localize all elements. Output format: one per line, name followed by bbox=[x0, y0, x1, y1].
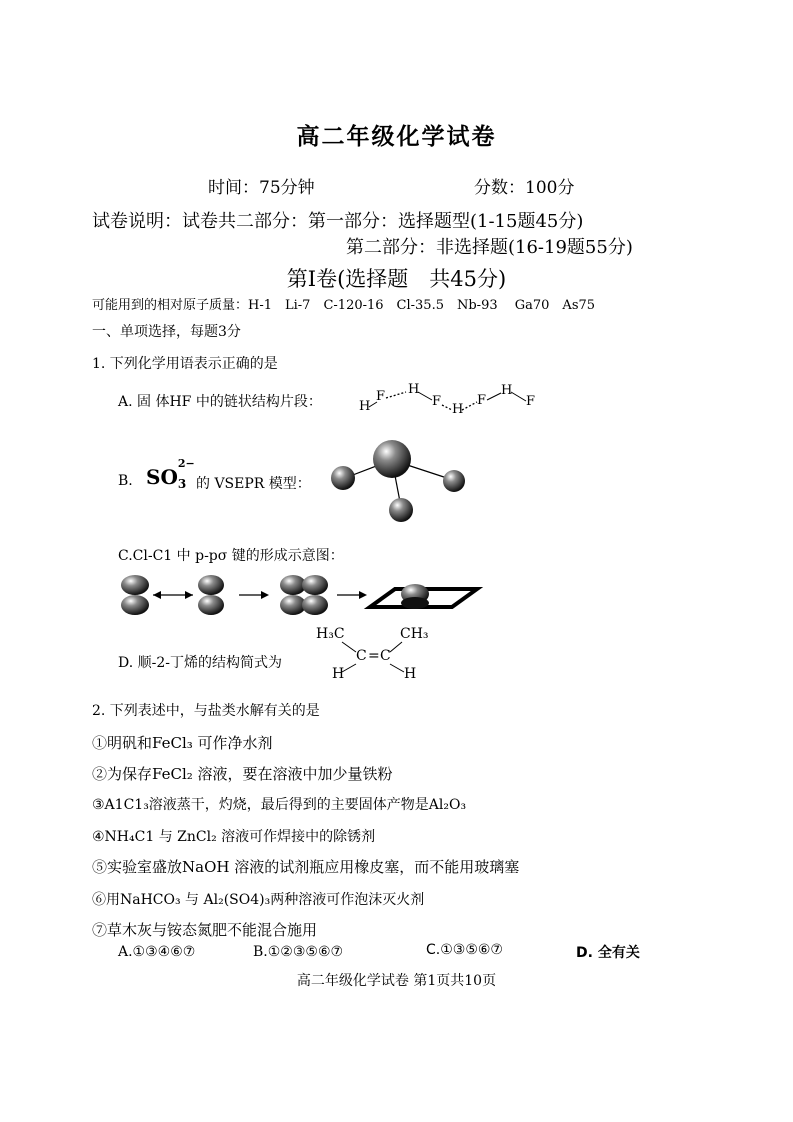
hf-atom: H bbox=[359, 399, 371, 414]
exam-description-line2: 第二部分：非选择题(16-19题55分) bbox=[346, 237, 633, 258]
oxygen-atom bbox=[331, 466, 355, 490]
hf-atom: F bbox=[526, 394, 536, 409]
q2-statement: ①明矾和FeCl₃ 可作净水剂 bbox=[92, 734, 273, 752]
p-orbital-lobe bbox=[198, 595, 224, 615]
hf-chain-structure bbox=[356, 380, 546, 420]
question-1-stem: 1. 下列化学用语表示正确的是 bbox=[92, 356, 278, 372]
hf-atom: F bbox=[477, 393, 487, 408]
sulfur-atom bbox=[373, 440, 411, 478]
hf-bonds bbox=[356, 380, 546, 420]
hf-atom: F bbox=[432, 394, 442, 409]
q2-statement: ③A1C1₃溶液蒸干，灼烧，最后得到的主要固体产物是Al₂O₃ bbox=[92, 797, 467, 813]
q1-option-c-text: C.Cl-C1 中 p-pσ 键的形成示意图： bbox=[118, 548, 344, 564]
part-heading: 一、单项选择，每题3分 bbox=[92, 324, 241, 340]
page-footer: 高二年级化学试卷 第1页共10页 bbox=[296, 973, 497, 989]
q2-statement: ⑥用NaHCO₃ 与 Al₂(SO4)₃两种溶液可作泡沫灭火剂 bbox=[92, 892, 425, 908]
hf-atom: H bbox=[452, 402, 464, 417]
ch3-right: CH₃ bbox=[400, 626, 429, 642]
so3-superscript: 2− bbox=[177, 457, 195, 470]
q1-option-a-text: A. 固 体HF 中的链状结构片段： bbox=[118, 394, 322, 410]
h-left: H bbox=[332, 666, 345, 682]
section-title: 第Ⅰ卷(选择题 共45分) bbox=[286, 267, 507, 291]
hf-atom: H bbox=[501, 383, 513, 398]
carbon-right: C bbox=[380, 648, 391, 664]
exam-time: 时间：75分钟 bbox=[208, 178, 315, 198]
so3-formula-main: SO bbox=[146, 465, 178, 489]
q2-statement: ⑦草木灰与铵态氮肥不能混合施用 bbox=[92, 921, 318, 939]
ch3-left: H₃C bbox=[316, 626, 345, 642]
q1-option-b-text: 的 VSEPR 模型： bbox=[196, 476, 311, 492]
h-right: H bbox=[404, 666, 417, 682]
hf-atom: H bbox=[408, 382, 420, 397]
butene-bonds bbox=[316, 626, 436, 686]
q2-statement: ②为保存FeCl₂ 溶液，要在溶液中加少量铁粉 bbox=[92, 765, 393, 783]
q2-option-b: B.①②③⑤⑥⑦ bbox=[253, 944, 344, 960]
q1-option-d-text: D. 顺-2-丁烯的结构简式为 bbox=[118, 655, 282, 671]
so3-formula bbox=[146, 457, 195, 491]
q2-option-a: A.①③④⑥⑦ bbox=[118, 944, 196, 960]
carbon-left: C bbox=[356, 648, 367, 664]
p-orbital-lobe bbox=[198, 575, 224, 595]
oxygen-atom bbox=[389, 498, 413, 522]
q2-option-d: D. 全有关 bbox=[576, 945, 640, 961]
vsepr-model-diagram bbox=[325, 435, 475, 525]
p-p-sigma-bond-diagram bbox=[115, 573, 480, 619]
exam-description-line1: 试卷说明：试卷共二部分：第一部分：选择题型(1-15题45分) bbox=[92, 211, 584, 232]
double-bond: = bbox=[368, 648, 380, 664]
p-orbital-lobe bbox=[302, 595, 328, 615]
hf-atom: F bbox=[376, 389, 386, 404]
q2-statement: ④NH₄C1 与 ZnCl₂ 溶液可作焊接中的除锈剂 bbox=[92, 829, 376, 845]
so3-subscript: 3 bbox=[177, 477, 187, 491]
q2-option-c: C.①③⑤⑥⑦ bbox=[426, 942, 503, 958]
q2-statement: ⑤实验室盛放NaOH 溶液的试剂瓶应用橡皮塞，而不能用玻璃塞 bbox=[92, 858, 520, 876]
atomic-masses: 可能用到的相对原子质量：H-1 Li-7 C-120-16 Cl-35.5 Nb-93 Ga70 As75 bbox=[92, 298, 596, 313]
p-orbital-lobe bbox=[121, 575, 149, 595]
page-title: 高二年级化学试卷 bbox=[296, 123, 497, 150]
p-orbital-lobe bbox=[121, 595, 149, 615]
oxygen-atom bbox=[443, 470, 465, 492]
q1-option-b-label: B. bbox=[118, 473, 133, 489]
exam-score: 分数：100分 bbox=[474, 178, 575, 198]
question-2-stem: 2. 下列表述中，与盐类水解有关的是 bbox=[92, 703, 320, 719]
p-orbital-lobe bbox=[302, 575, 328, 595]
cis-2-butene-structure bbox=[316, 626, 436, 686]
